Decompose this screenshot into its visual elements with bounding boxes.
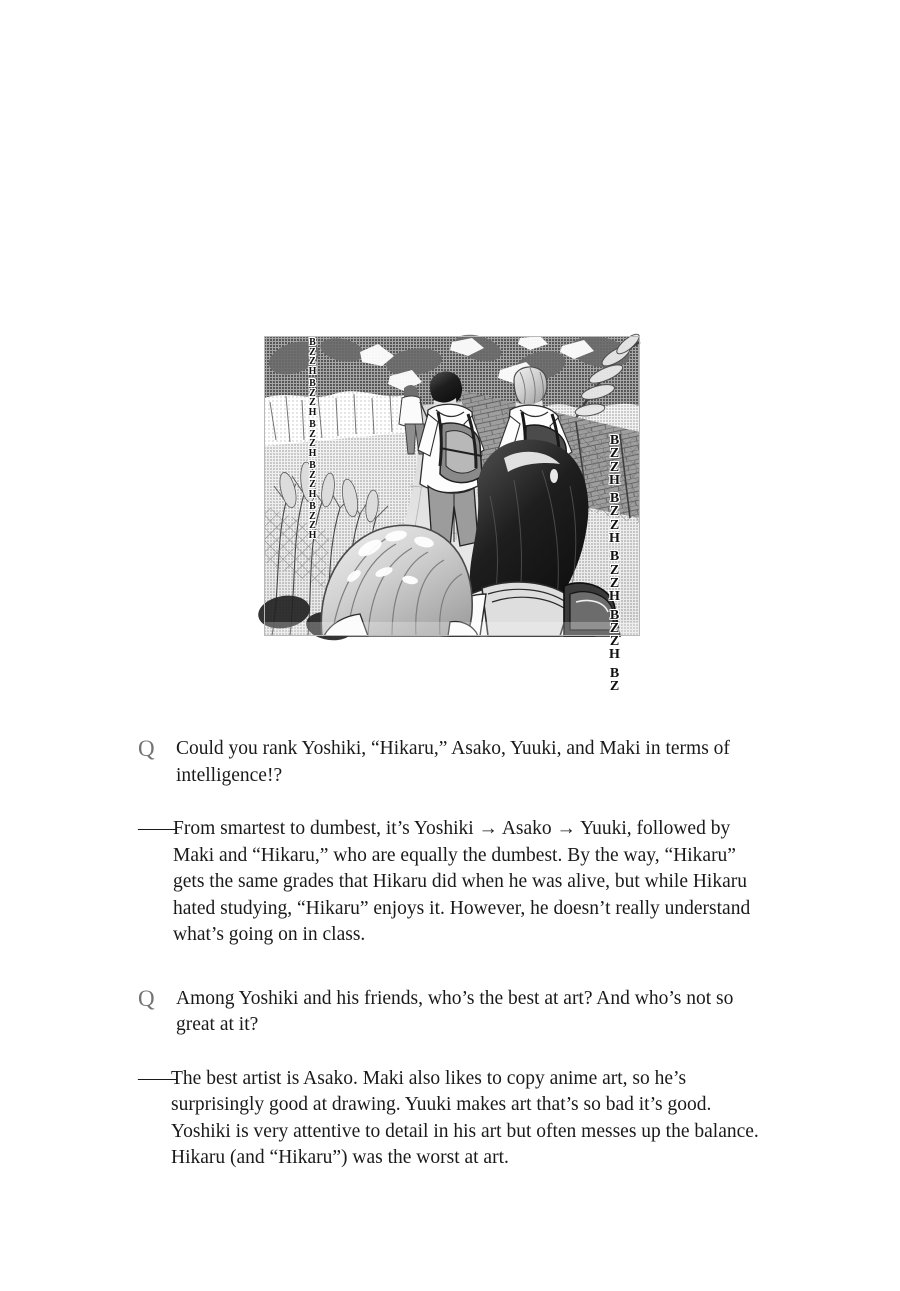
sfx-char: Z — [309, 469, 316, 481]
sfx-char: Z — [609, 620, 620, 636]
sfx-group — [307, 379, 318, 417]
question-text-1: Could you rank Yoshiki, “Hikaru,” Asako, Yuuki, and Maki in terms of intelligence!? — [176, 738, 730, 786]
sfx-group — [607, 434, 622, 487]
question-marker-2: Q — [138, 985, 155, 1011]
sfx-char: H — [609, 589, 620, 605]
answer-item-2 — [138, 1066, 762, 1172]
sfx-char: B — [609, 433, 620, 448]
sfx-char: Z — [309, 356, 316, 367]
sfx-char: Z — [309, 428, 316, 440]
answer-dash-1: —— — [138, 818, 182, 839]
sfx-char: Z — [309, 479, 316, 490]
answer-text-2: The best artist is Asako. Maki also likes to copy anime art, so he’s surprisingly good at drawing. Yuuki makes art that’s so bad it’s good. Yoshiki is very attentive to detail in his art but often messes up the balance. Hikaru (and “Hikaru”) was the worst at art. — [171, 1067, 759, 1168]
sfx-group — [307, 338, 318, 376]
sfx-char: H — [308, 406, 317, 418]
sfx-char: Z — [309, 510, 316, 522]
sfx-char: H — [609, 472, 620, 488]
sfx-group — [307, 502, 318, 540]
manga-panel-illustration — [264, 336, 640, 695]
sfx-char: B — [309, 337, 316, 348]
sfx-group — [607, 492, 622, 545]
manga-panel-container — [264, 336, 640, 695]
sfx-char: B — [609, 665, 620, 681]
sfx-text-right — [607, 434, 622, 698]
sfx-char: B — [609, 491, 620, 507]
sfx-char: Z — [609, 459, 620, 475]
sfx-char: Z — [609, 575, 620, 591]
answer-dash-2: —— — [138, 1067, 177, 1089]
sfx-char: H — [308, 529, 317, 541]
answer-item-1 — [138, 816, 762, 949]
sfx-char: Z — [609, 562, 620, 578]
question-text-2: Among Yoshiki and his friends, who’s the best at art? And who’s not so great at it? — [176, 987, 734, 1035]
sfx-char: B — [609, 607, 620, 623]
sfx-char: Z — [609, 517, 620, 533]
sfx-char: Z — [609, 504, 620, 520]
sfx-char: Z — [309, 387, 316, 399]
question-marker-1: Q — [138, 736, 155, 761]
sfx-char: B — [309, 419, 316, 430]
sfx-char: H — [308, 488, 317, 500]
sfx-char: B — [309, 378, 316, 389]
sfx-group — [607, 550, 622, 603]
sfx-group — [307, 420, 318, 458]
sfx-char: Z — [309, 346, 316, 358]
sfx-char: B — [309, 501, 316, 512]
sfx-group — [307, 461, 318, 499]
sfx-char: H — [308, 447, 317, 459]
sfx-char: H — [308, 365, 317, 377]
sfx-text-left — [307, 338, 318, 543]
sfx-char: B — [609, 549, 620, 565]
sfx-char: Z — [309, 438, 316, 449]
sfx-char: H — [609, 647, 620, 663]
sfx-char: Z — [309, 520, 316, 531]
sfx-char: Z — [609, 679, 620, 695]
sfx-char: Z — [309, 397, 316, 408]
question-item-2 — [138, 986, 762, 1039]
sfx-char: Z — [609, 634, 620, 650]
sfx-group — [607, 609, 622, 662]
sfx-char: B — [309, 460, 316, 471]
question-item-1 — [138, 736, 762, 789]
sfx-char: H — [609, 531, 620, 547]
sfx-char: Z — [609, 446, 620, 462]
answer-text-1: From smartest to dumbest, it’s Yoshiki → Asako → Yuuki, followed by Maki and “Hikaru,” who are equally the dumbest. By the way, “Hikaru” gets the same grades that Hikaru did when he was alive, but while Hikaru hated studying, “Hikaru” enjoys it. However, he doesn’t really understand what’s going on in class. — [173, 818, 751, 945]
sfx-group — [607, 667, 622, 694]
manga-panel-artwork — [264, 336, 640, 636]
qa-text-block — [138, 736, 762, 1172]
